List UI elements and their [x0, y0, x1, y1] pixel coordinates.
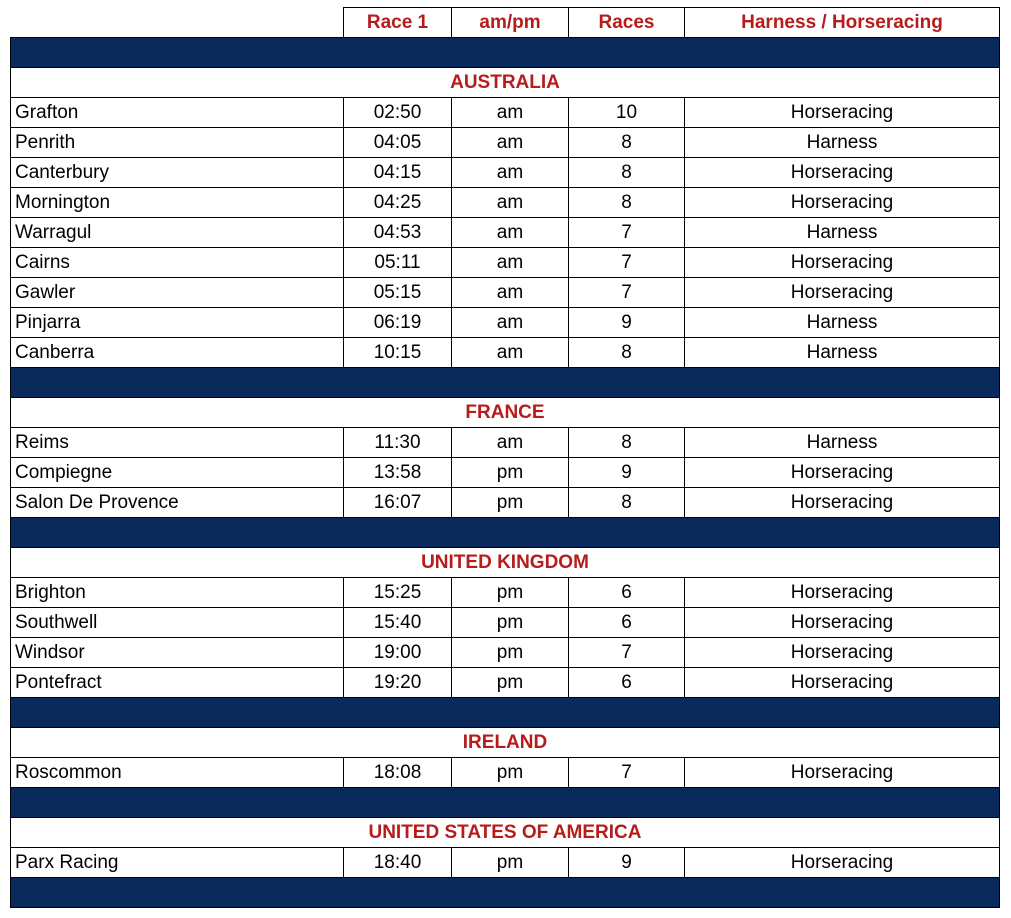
table-row — [11, 668, 1000, 698]
ampm-cell: pm — [452, 668, 569, 698]
country-row — [11, 548, 1000, 578]
race-type-cell: Harness — [685, 308, 1000, 338]
ampm-cell: pm — [452, 608, 569, 638]
race-type-cell: Horseracing — [685, 458, 1000, 488]
table-row — [11, 188, 1000, 218]
venue-cell: Windsor — [11, 638, 344, 668]
race-type-cell: Horseracing — [685, 608, 1000, 638]
country-heading: AUSTRALIA — [11, 68, 1000, 98]
races-count-cell: 7 — [569, 638, 685, 668]
races-count-cell: 8 — [569, 488, 685, 518]
country-heading: UNITED STATES OF AMERICA — [11, 818, 1000, 848]
ampm-cell: pm — [452, 848, 569, 878]
venue-cell: Grafton — [11, 98, 344, 128]
races-count-cell: 8 — [569, 428, 685, 458]
table-row — [11, 128, 1000, 158]
venue-cell: Salon De Provence — [11, 488, 344, 518]
venue-cell: Parx Racing — [11, 848, 344, 878]
venue-cell: Warragul — [11, 218, 344, 248]
race-type-cell: Horseracing — [685, 248, 1000, 278]
country-row — [11, 398, 1000, 428]
race1-time-cell: 10:15 — [344, 338, 452, 368]
venue-cell: Roscommon — [11, 758, 344, 788]
race1-time-cell: 02:50 — [344, 98, 452, 128]
race-type-cell: Horseracing — [685, 668, 1000, 698]
races-count-cell: 8 — [569, 128, 685, 158]
races-count-cell: 7 — [569, 218, 685, 248]
race-type-cell: Horseracing — [685, 158, 1000, 188]
races-count-cell: 7 — [569, 278, 685, 308]
race1-time-cell: 05:15 — [344, 278, 452, 308]
race1-time-cell: 04:15 — [344, 158, 452, 188]
race-type-cell: Horseracing — [685, 848, 1000, 878]
ampm-cell: am — [452, 278, 569, 308]
table-row — [11, 428, 1000, 458]
table-row — [11, 338, 1000, 368]
ampm-cell: am — [452, 308, 569, 338]
venue-cell: Brighton — [11, 578, 344, 608]
race-type-cell: Harness — [685, 428, 1000, 458]
races-count-cell: 7 — [569, 758, 685, 788]
race1-time-cell: 15:25 — [344, 578, 452, 608]
separator-row — [11, 518, 1000, 548]
venue-cell: Southwell — [11, 608, 344, 638]
separator-bar — [11, 788, 1000, 818]
race1-time-cell: 05:11 — [344, 248, 452, 278]
races-count-cell: 9 — [569, 848, 685, 878]
ampm-cell: am — [452, 218, 569, 248]
races-count-cell: 8 — [569, 338, 685, 368]
table-row — [11, 98, 1000, 128]
race-type-cell: Horseracing — [685, 98, 1000, 128]
table-row — [11, 488, 1000, 518]
race1-time-cell: 06:19 — [344, 308, 452, 338]
table-row — [11, 458, 1000, 488]
venue-cell: Gawler — [11, 278, 344, 308]
race-type-cell: Harness — [685, 128, 1000, 158]
venue-cell: Canberra — [11, 338, 344, 368]
race1-time-cell: 04:53 — [344, 218, 452, 248]
races-count-cell: 8 — [569, 188, 685, 218]
ampm-cell: pm — [452, 578, 569, 608]
races-count-cell: 7 — [569, 248, 685, 278]
ampm-cell: am — [452, 188, 569, 218]
table-row — [11, 758, 1000, 788]
table-row — [11, 308, 1000, 338]
separator-row — [11, 788, 1000, 818]
table-row — [11, 248, 1000, 278]
race-type-cell: Horseracing — [685, 488, 1000, 518]
header-type: Harness / Horseracing — [685, 8, 1000, 38]
venue-cell: Reims — [11, 428, 344, 458]
ampm-cell: am — [452, 338, 569, 368]
race-type-cell: Harness — [685, 218, 1000, 248]
country-row — [11, 68, 1000, 98]
venue-cell: Penrith — [11, 128, 344, 158]
race1-time-cell: 11:30 — [344, 428, 452, 458]
race1-time-cell: 19:20 — [344, 668, 452, 698]
separator-bar — [11, 518, 1000, 548]
country-heading: IRELAND — [11, 728, 1000, 758]
race-type-cell: Horseracing — [685, 638, 1000, 668]
race1-time-cell: 19:00 — [344, 638, 452, 668]
header-ampm: am/pm — [452, 8, 569, 38]
race-type-cell: Horseracing — [685, 758, 1000, 788]
races-count-cell: 8 — [569, 158, 685, 188]
header-race1: Race 1 — [344, 8, 452, 38]
venue-cell: Cairns — [11, 248, 344, 278]
race-type-cell: Horseracing — [685, 188, 1000, 218]
race1-time-cell: 04:25 — [344, 188, 452, 218]
country-heading: UNITED KINGDOM — [11, 548, 1000, 578]
race1-time-cell: 04:05 — [344, 128, 452, 158]
country-row — [11, 728, 1000, 758]
ampm-cell: pm — [452, 758, 569, 788]
races-count-cell: 6 — [569, 608, 685, 638]
separator-bar — [11, 38, 1000, 68]
header-blank-cell — [11, 8, 344, 38]
races-count-cell: 10 — [569, 98, 685, 128]
header-row — [11, 8, 1000, 38]
table-row — [11, 218, 1000, 248]
table-row — [11, 158, 1000, 188]
venue-cell: Pinjarra — [11, 308, 344, 338]
separator-row — [11, 698, 1000, 728]
races-count-cell: 6 — [569, 578, 685, 608]
separator-bar — [11, 698, 1000, 728]
ampm-cell: am — [452, 128, 569, 158]
ampm-cell: am — [452, 158, 569, 188]
separator-bar — [11, 368, 1000, 398]
country-row — [11, 818, 1000, 848]
separator-row — [11, 368, 1000, 398]
separator-row — [11, 38, 1000, 68]
race-schedule-table — [10, 7, 1000, 908]
venue-cell: Pontefract — [11, 668, 344, 698]
race1-time-cell: 18:40 — [344, 848, 452, 878]
races-count-cell: 9 — [569, 458, 685, 488]
venue-cell: Mornington — [11, 188, 344, 218]
table-row — [11, 278, 1000, 308]
race-type-cell: Horseracing — [685, 578, 1000, 608]
schedule-body — [11, 8, 1000, 908]
table-row — [11, 578, 1000, 608]
ampm-cell: am — [452, 98, 569, 128]
ampm-cell: am — [452, 248, 569, 278]
ampm-cell: am — [452, 428, 569, 458]
race1-time-cell: 18:08 — [344, 758, 452, 788]
country-heading: FRANCE — [11, 398, 1000, 428]
races-count-cell: 9 — [569, 308, 685, 338]
race1-time-cell: 15:40 — [344, 608, 452, 638]
ampm-cell: pm — [452, 458, 569, 488]
table-row — [11, 848, 1000, 878]
race-type-cell: Harness — [685, 338, 1000, 368]
race1-time-cell: 16:07 — [344, 488, 452, 518]
table-row — [11, 608, 1000, 638]
race1-time-cell: 13:58 — [344, 458, 452, 488]
separator-row — [11, 878, 1000, 908]
separator-bar — [11, 878, 1000, 908]
venue-cell: Canterbury — [11, 158, 344, 188]
ampm-cell: pm — [452, 488, 569, 518]
race-type-cell: Horseracing — [685, 278, 1000, 308]
header-races: Races — [569, 8, 685, 38]
table-row — [11, 638, 1000, 668]
races-count-cell: 6 — [569, 668, 685, 698]
ampm-cell: pm — [452, 638, 569, 668]
venue-cell: Compiegne — [11, 458, 344, 488]
